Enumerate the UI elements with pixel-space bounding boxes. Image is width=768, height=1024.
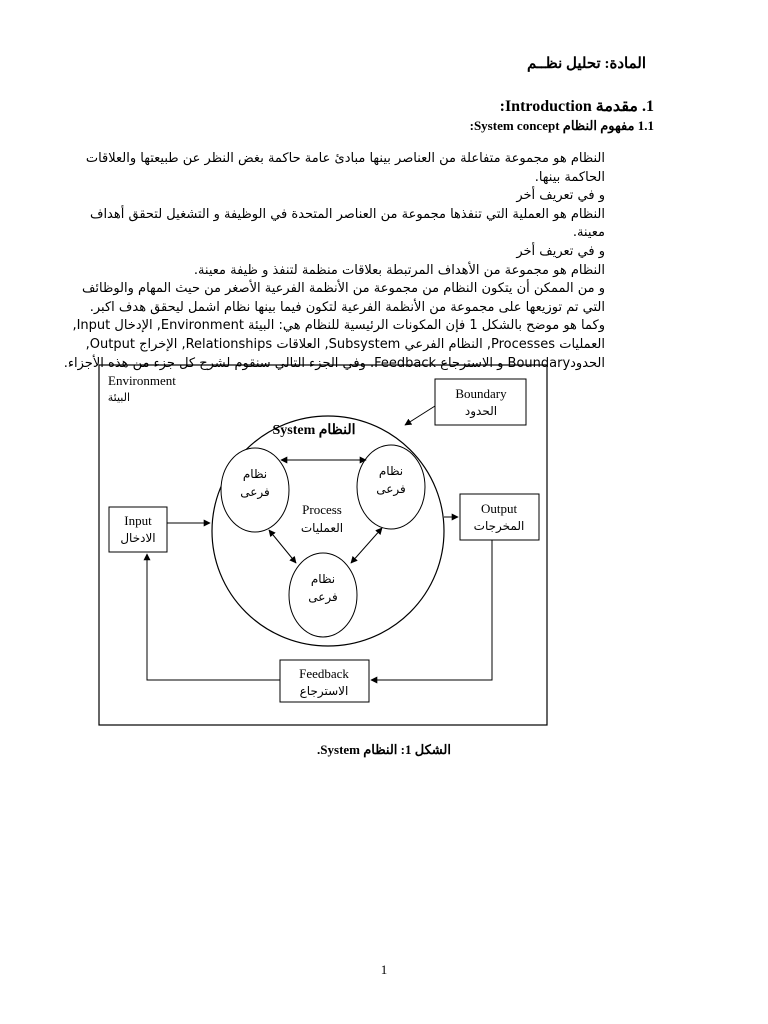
paragraph: و في تعريف أخر xyxy=(516,188,605,204)
page-number: 1 xyxy=(380,962,388,977)
boundary-label: Boundary xyxy=(455,386,507,401)
feedback-line-right xyxy=(371,540,492,680)
subsystem-label: فرعى xyxy=(376,482,406,496)
system-label: System النظام xyxy=(272,423,356,438)
paragraph: النظام هو مجموعة من الأهداف المرتبطة بعلاقات منظمة لتنفذ و ظيفة معينة. xyxy=(193,262,605,278)
output-label-ar: المخرجات xyxy=(473,519,525,533)
section-subtitle: 1.1 مفهوم النظام System concept: xyxy=(469,118,654,133)
relationship-arrow xyxy=(351,528,382,563)
subsystem-label: نظام xyxy=(242,467,268,481)
process-label-ar: العمليات xyxy=(300,521,344,535)
system-diagram xyxy=(98,364,548,726)
input-label: Input xyxy=(124,513,152,528)
section-title: 1. مقدمة Introduction: xyxy=(499,98,654,115)
subject-heading: المادة: تحليل نظــم xyxy=(527,56,646,72)
boundary-arrow xyxy=(405,406,435,425)
paragraph: النظام هو العملية التي تنفذها مجموعة من العناصر المتحدة في الوظيفة و التشغيل لتحقق أهداف معينة. xyxy=(89,206,605,241)
subsystem-label: فرعى xyxy=(308,590,338,604)
feedback-line-left xyxy=(147,554,280,680)
figure-caption: الشكل 1: النظام System. xyxy=(317,742,451,757)
environment-label: Environment xyxy=(108,373,176,388)
feedback-label-ar: الاسترجاع xyxy=(299,684,349,698)
paragraph: و من الممكن أن يتكون النظام من مجموعة من الأنظمة الفرعية الأصغر من حيث المهام والوظائف التي تم توزيعها على مجموعة من الأنظمة الفرعية لتكون فيما بينها نظام اشمل ليحقق هدف اكبر. xyxy=(81,281,605,315)
body-paragraphs xyxy=(60,150,605,373)
paragraph: و في تعريف أخر xyxy=(516,243,605,259)
paragraph: وكما هو موضح بالشكل 1 فإن المكونات الرئيسية للنظام هي: البيئة Environment, الإدخال Input, العمليات Processes, النظام الفرعي Subsystem, العلاقات Relationships, الإخراج Output, الحدودBoundary و الاسترجاع Feedback. وفي الجزء التالي سنقوم لشرح كل جزء من هذه الأجزاء. xyxy=(63,318,605,371)
environment-label-ar: البيئة xyxy=(107,391,130,404)
subsystem-label: فرعى xyxy=(240,485,270,499)
process-label: Process xyxy=(302,502,342,517)
subsystem-label: نظام xyxy=(310,572,336,586)
input-label-ar: الادخال xyxy=(120,531,156,545)
relationship-arrow xyxy=(269,530,296,563)
feedback-label: Feedback xyxy=(299,666,349,681)
boundary-label-ar: الحدود xyxy=(464,404,498,418)
output-label: Output xyxy=(480,501,518,516)
subsystem-label: نظام xyxy=(378,464,404,478)
paragraph: النظام هو مجموعة متفاعلة من العناصر بينها مبادئ عامة حاكمة بغض النظر عن طبيعتها والعلاقات الحاكمة بينها. xyxy=(85,151,605,185)
